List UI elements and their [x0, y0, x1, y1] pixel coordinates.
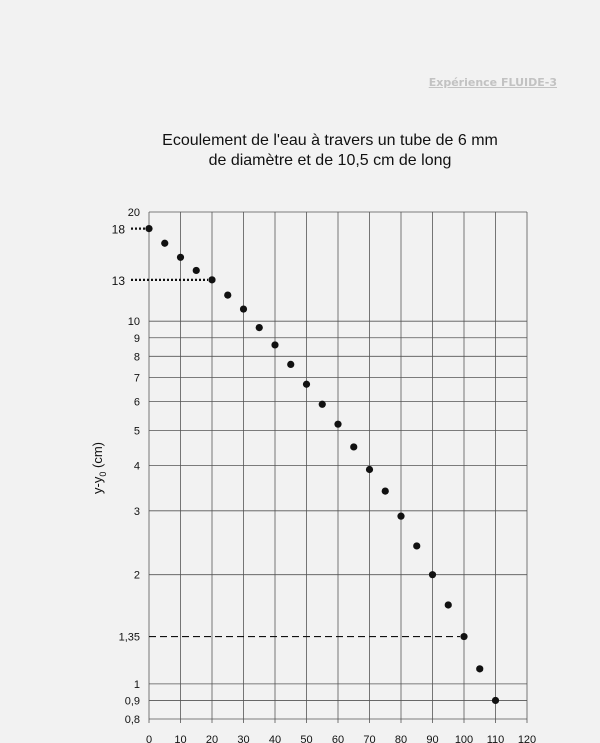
- y-axis-label: [90, 442, 108, 494]
- data-point: [319, 401, 326, 408]
- chart-grid: [149, 212, 527, 723]
- y-tick-label: 7: [133, 372, 140, 385]
- x-tick-label: 60: [331, 734, 345, 743]
- y-tick-label: 2: [133, 569, 140, 582]
- y-tick-label: 0,9: [124, 695, 140, 708]
- x-tick-label: 40: [268, 734, 282, 743]
- y-axis-label-unit: (cm): [90, 442, 105, 472]
- data-point: [492, 697, 499, 704]
- x-tick-label: 80: [394, 734, 408, 743]
- data-point: [256, 324, 263, 331]
- y-tick-label: 20: [127, 207, 140, 219]
- data-point: [177, 254, 184, 261]
- x-tick-label: 50: [300, 734, 313, 743]
- data-point: [413, 542, 420, 549]
- data-point: [334, 421, 341, 428]
- data-point: [145, 225, 152, 232]
- data-points: [145, 225, 499, 704]
- data-point: [445, 601, 452, 608]
- x-tick-label: 10: [174, 734, 187, 743]
- reference-label: 1,35: [118, 631, 140, 644]
- data-point: [397, 513, 404, 520]
- x-tick-label: 120: [517, 734, 537, 743]
- data-point: [460, 633, 467, 640]
- y-tick-label: 1: [133, 678, 140, 691]
- reference-label: 13: [111, 273, 125, 288]
- y-tick-label: 8: [133, 351, 140, 364]
- y-axis-label-subscript: 0: [98, 471, 108, 477]
- chart-title-line-1: Ecoulement de l'eau à travers un tube de 6 mm: [162, 132, 498, 149]
- data-point: [208, 276, 215, 283]
- x-tick-label: 110: [486, 734, 505, 743]
- data-point: [224, 292, 231, 299]
- data-point: [271, 341, 278, 348]
- data-point: [476, 665, 483, 672]
- data-point: [429, 571, 436, 578]
- x-tick-label: 90: [426, 734, 439, 743]
- data-point: [382, 487, 389, 494]
- y-tick-label: 6: [133, 396, 140, 409]
- y-tick-label: 3: [133, 505, 140, 518]
- y-tick-label: 10: [127, 316, 140, 329]
- data-point: [193, 267, 200, 274]
- data-point: [303, 381, 310, 388]
- y-tick-label: 4: [133, 460, 140, 473]
- data-point: [287, 361, 294, 368]
- data-point: [350, 443, 357, 450]
- x-tick-label: 0: [145, 734, 153, 743]
- x-tick-label: 30: [237, 734, 250, 743]
- y-tick-label: 9: [133, 332, 140, 345]
- data-point: [161, 240, 168, 247]
- reference-lines: [112, 223, 460, 644]
- x-axis-tick-labels: [146, 734, 536, 743]
- y-tick-label: 0,8: [124, 714, 140, 726]
- data-point: [240, 305, 247, 312]
- experiment-header: Expérience FLUIDE-3: [428, 76, 557, 89]
- x-tick-label: 20: [205, 734, 219, 743]
- data-point: [366, 466, 373, 473]
- x-tick-label: 70: [363, 734, 376, 743]
- x-tick-label: 100: [454, 734, 474, 743]
- chart-title-line-2: de diamètre et de 10,5 cm de long: [208, 152, 452, 169]
- y-axis-label-main: y-y: [90, 476, 105, 494]
- y-tick-label: 5: [133, 425, 140, 438]
- reference-label: 18: [111, 222, 125, 237]
- y-axis-tick-labels: [125, 207, 140, 726]
